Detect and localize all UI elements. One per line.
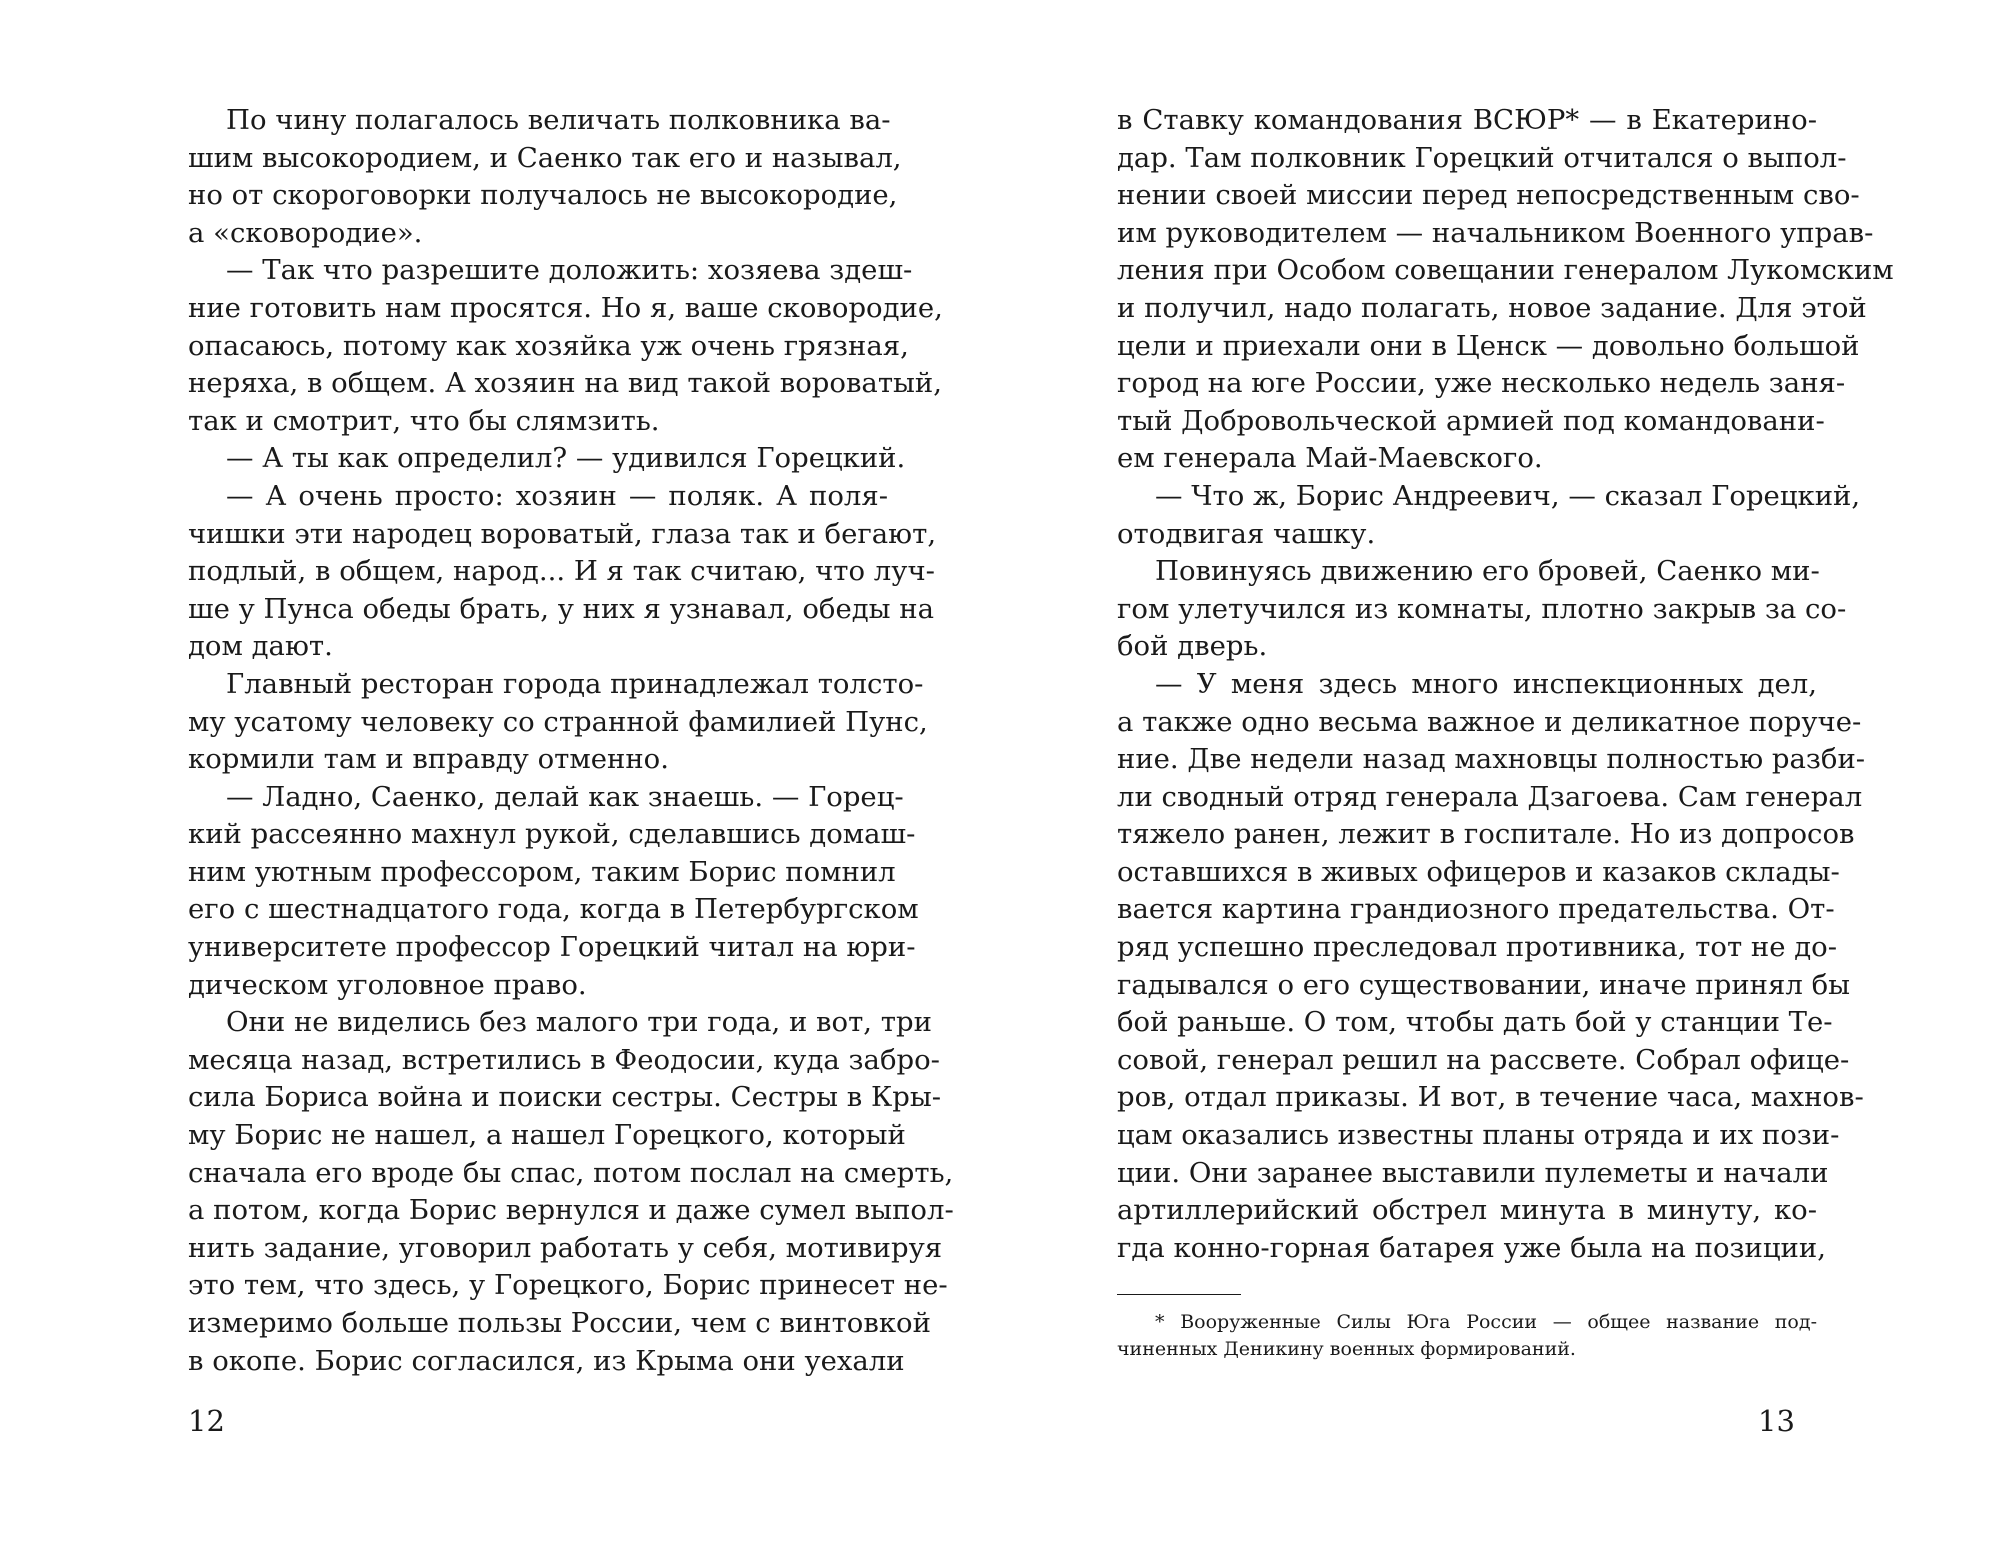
text-line: месяца назад, встретились в Феодосии, куда забро- [188, 1043, 940, 1076]
text-line: Главный ресторан города принадлежал толсто- [226, 667, 924, 700]
right-page-body [1117, 102, 1894, 1267]
text-line: ше у Пунса обеды брать, у них я узнавал, обеды на [188, 592, 935, 625]
text-line: опасаюсь, потому как хозяйка уж очень грязная, [188, 329, 909, 362]
text-line: ли сводный отряд генерала Дзагоева. Сам генерал [1117, 780, 1863, 813]
text-line: — У меня здесь много инспекционных дел, [1155, 667, 1817, 700]
text-line: бой раньше. О том, чтобы дать бой у станции Те- [1117, 1006, 1833, 1039]
text-line: а потом, когда Борис вернулся и даже сумел выпол- [188, 1194, 954, 1227]
text-line: кий рассеянно махнул рукой, сделавшись домаш- [188, 818, 916, 851]
left-page [188, 102, 954, 1380]
page-number-right: 13 [1758, 1404, 1795, 1438]
text-line: так и смотрит, что бы слямзить. [188, 404, 660, 437]
text-line: По чину полагалось величать полковника ва- [226, 104, 891, 136]
text-line: измеримо больше пользы России, чем с винтовкой [188, 1307, 931, 1339]
text-line: шим высокородием, и Саенко так его и называл, [188, 141, 902, 174]
text-line: город на юге России, уже несколько недель заня- [1117, 367, 1846, 400]
text-line: в окопе. Борис согласился, из Крыма они уехали [188, 1344, 905, 1377]
text-line: тый Добровольческой армией под командовани- [1117, 404, 1825, 437]
footnote-line: чиненных Деникину военных формирований. [1117, 1338, 1576, 1361]
text-line: кормили там и вправду отменно. [188, 743, 669, 776]
text-line: ем генерала Май-Маевского. [1117, 442, 1543, 475]
text-line: ров, отдал приказы. И вот, в течение часа, махнов- [1117, 1081, 1864, 1114]
text-line: — Что ж, Борис Андреевич, — сказал Горецкий, [1155, 479, 1861, 512]
text-line: му Борис не нашел, а нашел Горецкого, который [188, 1119, 906, 1152]
page-number-left: 12 [188, 1404, 225, 1438]
footnote [1117, 1309, 1817, 1363]
text-line: — А ты как определил? — удивился Горецкий. [226, 442, 906, 475]
text-line: — Так что разрешите доложить: хозяева здеш- [226, 254, 913, 287]
text-line: ним уютным профессором, таким Борис помнил [188, 855, 896, 888]
text-line: а также одно весьма важное и деликатное поруче- [1117, 705, 1862, 738]
text-line: — Ладно, Саенко, делай как знаешь. — Горец- [226, 780, 904, 813]
text-line: отодвигая чашку. [1117, 517, 1376, 550]
text-line: и получил, надо полагать, новое задание. Для этой [1117, 291, 1867, 324]
text-line: оставшихся в живых офицеров и казаков склады- [1117, 855, 1840, 888]
footnote-separator [1117, 1294, 1241, 1295]
text-line: — А очень просто: хозяин — поляк. А поля- [226, 479, 888, 512]
text-line: нении своей миссии перед непосредственным сво- [1117, 179, 1860, 212]
text-line: но от скороговорки получалось не высокородие, [188, 179, 898, 212]
text-line: нить задание, уговорил работать у себя, мотивируя [188, 1231, 943, 1264]
text-line: ции. Они заранее выставили пулеметы и начали [1117, 1156, 1829, 1189]
text-line: неряха, в общем. А хозяин на вид такой вороватый, [188, 367, 942, 400]
text-line: ние готовить нам просятся. Но я, ваше сковородие, [188, 291, 943, 324]
text-line: ние. Две недели назад махновцы полностью разби- [1117, 743, 1866, 776]
text-line: сила Бориса война и поиски сестры. Сестры в Кры- [188, 1081, 942, 1114]
text-line: подлый, в общем, народ... И я так считаю, что луч- [188, 555, 935, 588]
text-line: сначала его вроде бы спас, потом послал на смерть, [188, 1156, 954, 1189]
text-line: дическом уголовное право. [188, 968, 587, 1001]
left-page-body [188, 102, 954, 1380]
text-line: тяжело ранен, лежит в госпитале. Но из допросов [1117, 818, 1855, 851]
text-line: университете профессор Горецкий читал на юри- [188, 931, 916, 964]
text-line: дом дают. [188, 630, 333, 663]
text-line: Они не виделись без малого три года, и вот, три [226, 1006, 932, 1039]
text-line: его с шестнадцатого года, когда в Петербургском [188, 893, 919, 926]
text-line: бой дверь. [1117, 630, 1268, 663]
text-line: артиллерийский обстрел минута в минуту, ко- [1117, 1194, 1817, 1227]
text-line: Повинуясь движению его бровей, Саенко ми- [1155, 555, 1820, 588]
text-line: это тем, что здесь, у Горецкого, Борис принесет не- [188, 1269, 948, 1302]
text-line: ления при Особом совещании генералом Лукомским [1117, 254, 1894, 287]
text-line: вается картина грандиозного предательства. От- [1117, 893, 1835, 926]
text-line: им руководителем — начальником Военного управ- [1117, 216, 1874, 249]
text-line: гом улетучился из комнаты, плотно закрыв за со- [1117, 592, 1847, 625]
text-line: а «сковородие». [188, 216, 423, 249]
text-line: гадывался о его существовании, иначе принял бы [1117, 968, 1851, 1001]
text-line: в Ставку командования ВСЮР* — в Екатерино- [1117, 104, 1817, 136]
right-page [1117, 102, 1894, 1363]
footnote-line: * Вооруженные Силы Юга России — общее название под- [1155, 1311, 1817, 1334]
text-line: цам оказались известны планы отряда и их пози- [1117, 1119, 1840, 1152]
text-line: ряд успешно преследовал противника, тот не до- [1117, 931, 1838, 964]
text-line: цели и приехали они в Ценск — довольно большой [1117, 329, 1860, 362]
text-line: дар. Там полковник Горецкий отчитался о выпол- [1117, 141, 1847, 174]
text-line: му усатому человеку со странной фамилией Пунс, [188, 705, 928, 738]
text-line: чишки эти народец вороватый, глаза так и бегают, [188, 517, 937, 550]
text-line: гда конно-горная батарея уже была на позиции, [1117, 1231, 1826, 1264]
text-line: совой, генерал решил на рассвете. Собрал офице- [1117, 1043, 1850, 1076]
